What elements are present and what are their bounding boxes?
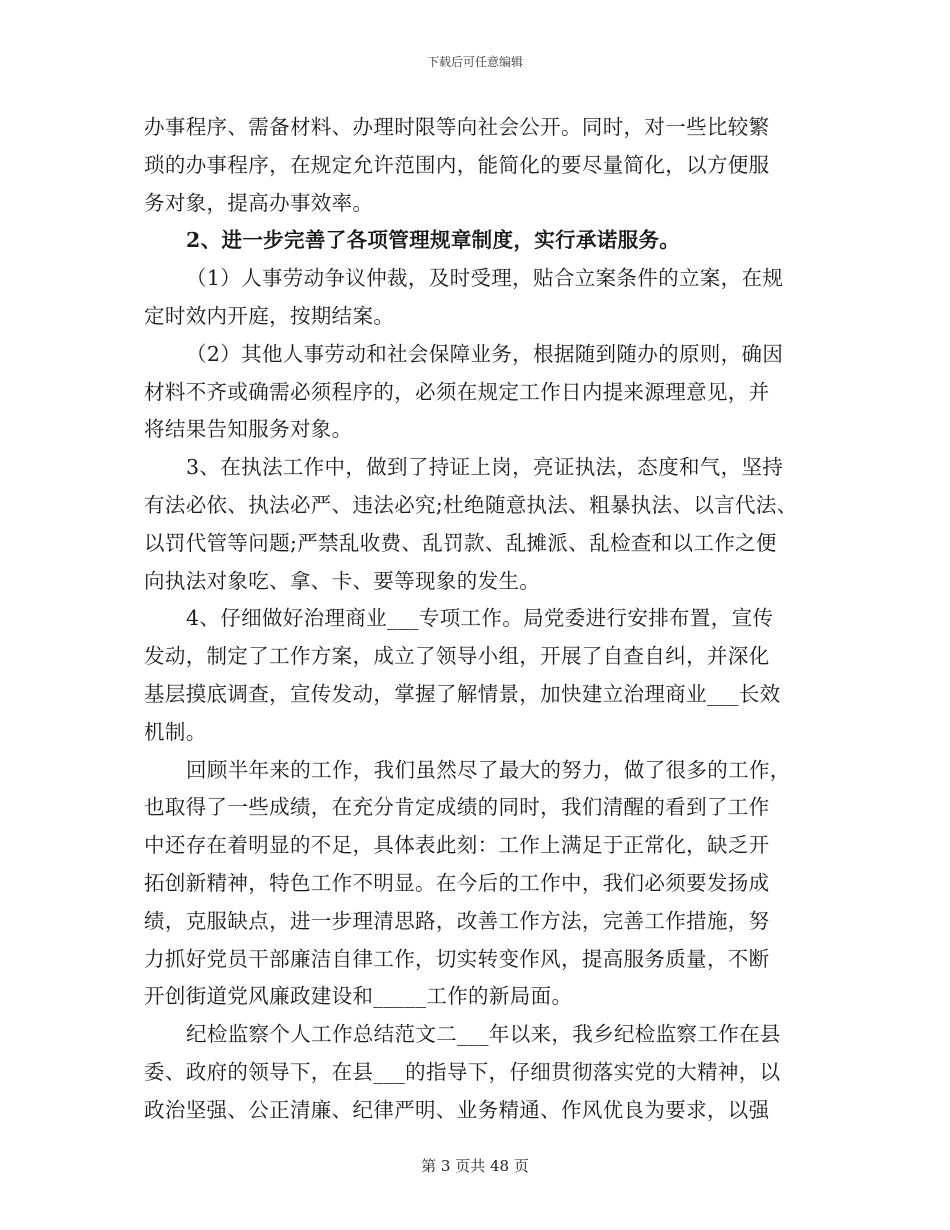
text-line: 以罚代管等问题;严禁乱收费、乱罚款、乱摊派、乱检查和以工作之便 [144, 530, 777, 555]
text-line: 琐的办事程序，在规定允许范围内，能简化的要尽量简化，以方便服 [144, 152, 770, 177]
text-line: 政治坚强、公正清廉、纪律严明、业务精通、作风优良为要求，以强 [144, 1097, 770, 1122]
document-body [144, 109, 824, 1130]
text-line: 定时效内开庭，按期结案。 [144, 303, 395, 328]
page-header: 下载后可任意编辑 [426, 55, 523, 69]
text-line: 4、仔细做好治理商业___专项工作。局党委进行安排布置，宣传 [186, 606, 774, 631]
text-line: （2）其他人事劳动和社会保障业务，根据随到随办的原则，确因 [186, 341, 784, 366]
text-line: 2、进一步完善了各项管理规章制度，实行承诺服务。 [186, 228, 681, 253]
text-line: 中还存在着明显的不足，具体表此刻：工作上满足于正常化，缺乏开 [144, 833, 770, 858]
text-line: 力抓好党员干部廉洁自律工作，切实转变作风，提高服务质量，不断 [144, 946, 770, 971]
text-line: 办事程序、需备材料、办理时限等向社会公开。同时，对一些比较繁 [144, 115, 770, 139]
text-line: 机制。 [144, 719, 207, 744]
text-line: 发动，制定了工作方案，成立了领导小组，开展了自查自纠，并深化 [144, 644, 770, 669]
text-line: 务对象，提高办事效率。 [144, 190, 374, 215]
text-line: 向执法对象吃、拿、卡、要等现象的发生。 [144, 568, 541, 593]
text-line: 开创街道党风廉政建设和_____工作的新局面。 [144, 984, 573, 1009]
text-line: 也取得了一些成绩，在充分肯定成绩的同时，我们清醒的看到了工作 [144, 795, 770, 820]
text-line: 材料不齐或确需必须程序的，必须在规定工作日内提来源理意见，并 [144, 379, 770, 404]
text-line: 绩，克服缺点，进一步理清思路，改善工作方法，完善工作措施，努 [144, 908, 770, 933]
text-line: 基层摸底调查，宣传发动，掌握了解情景，加快建立治理商业___长效 [144, 681, 781, 706]
page-footer: 第 3 页共 48 页 [421, 1157, 529, 1175]
text-line: 委、政府的领导下，在县___的指导下，仔细贯彻落实党的大精神，以 [144, 1059, 781, 1084]
text-line: 3、在执法工作中，做到了持证上岗，亮证执法，态度和气，坚持 [186, 455, 784, 480]
text-line: 纪检监察个人工作总结范文二___年以来，我乡纪检监察工作在县 [186, 1022, 781, 1047]
text-line: 拓创新精神，特色工作不明显。在今后的工作中，我们必须要发扬成 [144, 870, 770, 895]
text-line: 有法必依、执法必严、违法必究;杜绝随意执法、粗暴执法、以言代法、 [144, 492, 798, 517]
text-line: 回顾半年来的工作，我们虽然尽了最大的努力，做了很多的工作， [186, 757, 791, 782]
text-line: （1）人事劳动争议仲裁，及时受理，贴合立案条件的立案，在规 [186, 266, 784, 291]
text-line: 将结果告知服务对象。 [144, 417, 353, 442]
